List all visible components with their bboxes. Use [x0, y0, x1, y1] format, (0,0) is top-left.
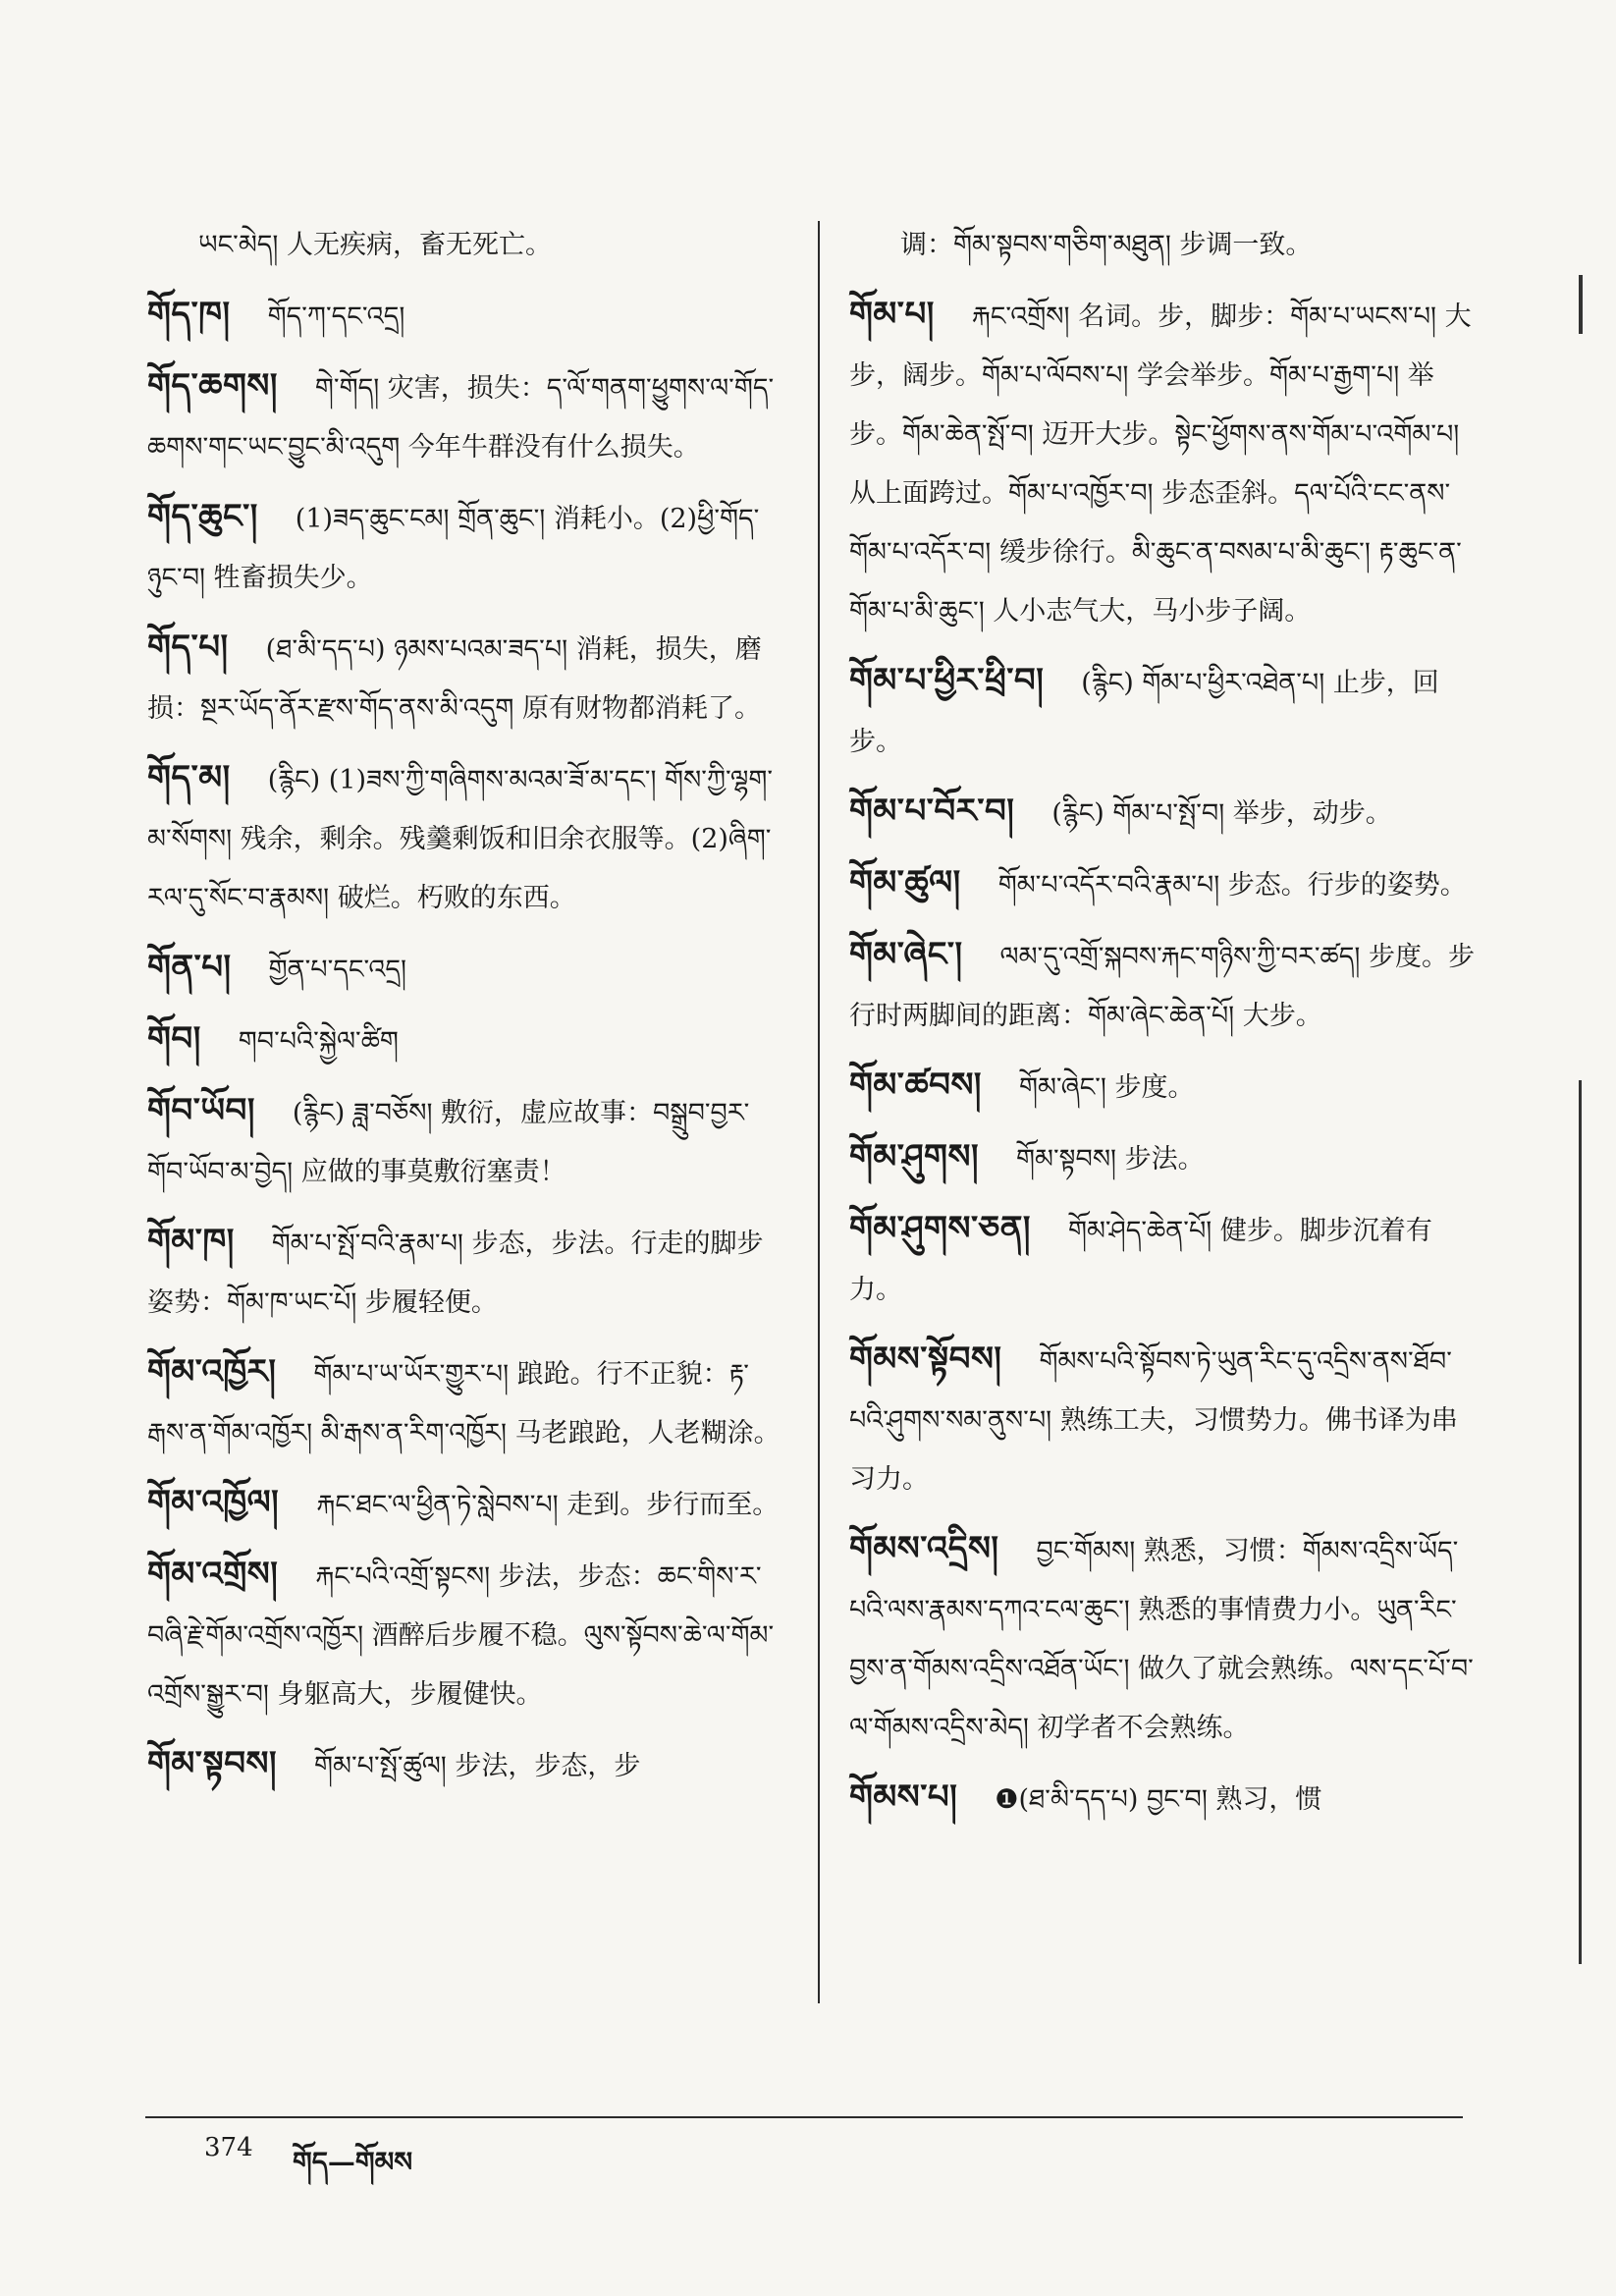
dictionary-entry: [849, 925, 1478, 1046]
entry-headword: གོམས་སྟོབས།: [849, 1339, 1002, 1379]
entry-headword: གོམ་ཞེང་།: [849, 935, 963, 974]
entry-headword: གོམ་འགྲོས།: [147, 1555, 279, 1594]
entry-headword: གོད་ཁ།: [147, 295, 231, 334]
entry-definition: གོམ་པ་ཡ་ཡོར་གྱུར་པ། 踉跄。行不正貌：རྟ་རྒས་ན་གོམ་འཁྱོར། མི་རྒས་ན་རིག་འཁྱོར། 马老踉跄，人老糊涂。: [147, 1359, 781, 1449]
right-column: [849, 216, 1478, 1839]
dictionary-entry: [849, 1330, 1478, 1509]
continuation-text: ཡང་མེད། 人无疾病，畜无死亡。: [198, 230, 552, 260]
entry-headword: གོམ་ཚབས།: [849, 1066, 982, 1105]
dictionary-entry: [147, 1081, 781, 1202]
continuation-text: 调：གོམ་སྟབས་གཅིག་མཐུན། 步调一致。: [900, 230, 1313, 260]
footer-rule: [145, 2116, 1463, 2118]
entry-continuation: [147, 216, 781, 275]
entry-headword: གོམ་ཤུགས་ཅན།: [849, 1209, 1031, 1248]
dictionary-entry: [147, 1342, 781, 1463]
dictionary-entry: [849, 1768, 1478, 1830]
dictionary-entry: [849, 1519, 1478, 1758]
entry-definition: (རྙིང) (1)ཟས་ཀྱི་གཞིགས་མའམ་ཟོ་མ་དང་། གོས་ཀྱི་ལྷག་མ་སོགས། 残余，剩余。残羹剩饭和旧余衣服等。(2)ཞིག་རལ་དུ་སོང་བ་རྣམས། 破烂。朽败的东西。: [147, 765, 774, 913]
entry-definition: ལམ་དུ་འགྲོ་སྐབས་རྐང་གཉིས་ཀྱི་བར་ཚད། 步度。步行时两脚间的距离：གོམ་ཞེང་ཆེན་པོ། 大步。: [849, 942, 1475, 1031]
dictionary-entry: [147, 1545, 781, 1724]
dictionary-entry: [147, 1473, 781, 1535]
entry-definition: རྐང་ཐང་ལ་ཕྱིན་ཏེ་སླེབས་པ། 走到。步行而至。: [316, 1490, 780, 1520]
entry-headword: གོད་ཆུང་།: [147, 497, 258, 536]
dictionary-entry: [849, 285, 1478, 641]
entry-headword: གོད་ཆགས།: [147, 366, 278, 406]
dictionary-entry: [849, 1127, 1478, 1189]
dictionary-entry: [849, 1199, 1478, 1320]
entry-headword: གོམས་པ།: [849, 1777, 958, 1817]
entry-definition: གྱོན་པ་དང་འདྲ།: [268, 955, 406, 985]
dictionary-entry: [147, 285, 781, 347]
entry-definition: རྐང་འགྲོས། 名词。步，脚步：གོམ་པ་ཡངས་པ། 大步，阔步。གོམ་པ་ལོབས་པ། 学会举步。གོམ་པ་རྒྱག་པ། 举步。གོམ་ཆེན་སྤོ་བ། 迈开大步。སྟེང་ཕྱོགས་ནས་གོམ་པ་འགོམ་པ། 从上面跨过。གོམ་པ་འཁྱོར་བ། 步态歪斜。དལ་པོའི་ངང་ནས་གོམ་པ་འདོར་བ། 缓步徐行。མི་ཆུང་ན་བསམ་པ་མི་ཆུང་། རྟ་ཆུང་ན་གོམ་པ་མི་ཆུང་། 人小志气大，马小步子阔。: [849, 301, 1472, 627]
entry-headword: གོམ་ཤུགས།: [849, 1137, 979, 1176]
dictionary-entry: [147, 618, 781, 738]
entry-headword: གོམ་ཁ།: [147, 1222, 235, 1261]
column-divider: [818, 221, 820, 2003]
entry-definition: གོམ་ཞེང་། 步度。: [1018, 1072, 1195, 1103]
dictionary-entry: [147, 748, 781, 928]
dictionary-entry: [849, 782, 1478, 844]
dictionary-entry: [147, 487, 781, 608]
entry-headword: གོམ་འཁྱོལ།: [147, 1483, 280, 1522]
entry-headword: གོམ་སྟབས།: [147, 1744, 277, 1783]
entry-headword: གོམ་འཁྱོར།: [147, 1352, 277, 1392]
dictionary-entry: [849, 853, 1478, 915]
dictionary-entry: [147, 938, 781, 1000]
entry-definition: གབ་པའི་སྐྱེལ་ཚིག: [238, 1026, 399, 1057]
entry-definition: གོམ་ཤེད་ཆེན་པོ། 健步。脚步沉着有力。: [849, 1216, 1432, 1305]
dictionary-entry: [147, 356, 781, 477]
entry-headword: གོབ་ཡོབ།: [147, 1091, 255, 1130]
dictionary-entry: [147, 1734, 781, 1796]
entry-definition: (རྙིང) ཟླ་བཅོས། 敷衍，虚应故事：བསྒྲུབ་བྱར་གོབ་ཡོབ་མ་བྱེད། 应做的事莫敷衍塞责！: [147, 1098, 750, 1187]
dictionary-entry: [147, 1212, 781, 1333]
entry-definition: ❶(ཐ་མི་དད་པ) བྱང་བ། 熟习，惯: [995, 1784, 1322, 1815]
running-head: གོད—གོམས: [293, 2146, 413, 2178]
entry-definition: རྐང་པའི་འགྲོ་སྟངས། 步法，步态：ཆང་གིས་ར་བཞི་རྗེ་གོམ་འགྲོས་འཁྱོར། 酒醉后步履不稳。ལུས་སྟོབས་ཆེ་ལ་གོམ་འགྲོས་སྒྱུར་བ། 身躯高大，步履健快。: [147, 1561, 775, 1710]
entry-headword: གོམ་པ་བོར་བ།: [849, 792, 1015, 831]
entry-headword: གོམ་པ་ཕྱིར་ཕྲི་བ།: [849, 661, 1045, 700]
entry-definition: (1)ཟད་ཆུང་ངམ། གྲོན་ཆུང་། 消耗小。(2)ཕྱི་གོད་ཉུང་བ། 牲畜损失少。: [147, 504, 760, 593]
entry-continuation: [849, 216, 1478, 275]
scan-margin-mark: [1579, 275, 1583, 334]
entry-definition: གོམས་པའི་སྟོབས་ཏེ་ཡུན་རིང་དུ་འདྲིས་ནས་ཐོབ་པའི་ཤུགས་སམ་ནུས་པ། 熟练工夫，习惯势力。佛书译为串习力。: [849, 1346, 1458, 1495]
dictionary-entry: [849, 651, 1478, 772]
entry-definition: གོམ་པ་སྤོ་ཚུལ། 步法，步态，步: [314, 1751, 641, 1781]
scan-margin-mark: [1579, 1080, 1582, 1964]
dictionary-entry: [849, 1056, 1478, 1118]
entry-definition: གོད་ཀ་དང་འདྲ།: [267, 301, 405, 332]
entry-definition: གོམ་སྟབས། 步法。: [1016, 1144, 1205, 1175]
entry-headword: གོབ།: [147, 1019, 201, 1059]
entry-headword: གོད་མ།: [147, 758, 231, 797]
entry-definition: གོམ་པ་སྤོ་བའི་རྣམ་པ། 步态，步法。行走的脚步姿势：གོམ་ཁ་ཡང་པོ། 步履轻便。: [147, 1229, 764, 1318]
entry-definition: གེ་གོད། 灾害，损失：ད་ལོ་གནག་ཕྱུགས་ལ་གོད་ཆགས་གང་ཡང་བྱུང་མི་འདུག 今年牛群没有什么损失。: [147, 373, 775, 463]
entry-headword: གོན་པ།: [147, 948, 232, 987]
entry-definition: གོམ་པ་འདོར་བའི་རྣམ་པ། 步态。行步的姿势。: [997, 870, 1467, 901]
page-number: 374: [204, 2133, 253, 2162]
left-column: [147, 216, 781, 1806]
entry-headword: གོམ་པ།: [849, 295, 935, 334]
entry-definition: བྱང་གོམས། 熟悉，习惯：གོམས་འདྲིས་ཡོད་པའི་ལས་རྣམས་དཀའ་ངལ་ཆུང་། 熟悉的事情费力小。ཡུན་རིང་བྱས་ན་གོམས་འདྲིས་འཐོན་ཡོང་། 做久了就会熟练。ལས་དང་པོ་བ་ལ་གོམས་འདྲིས་མེད། 初学者不会熟练。: [849, 1536, 1474, 1743]
entry-definition: (རྙིང) གོམ་པ་ཕྱིར་འཐེན་པ། 止步，回步。: [849, 668, 1439, 757]
entry-definition: (རྙིང) གོམ་པ་སྤོ་བ། 举步，动步。: [1051, 798, 1392, 829]
entry-headword: གོམས་འདྲིས།: [849, 1529, 999, 1568]
dictionary-entry: [147, 1010, 781, 1071]
entry-headword: གོད་པ།: [147, 628, 229, 667]
entry-headword: གོམ་ཚུལ།: [849, 863, 961, 902]
entry-definition: (ཐ་མི་དད་པ) ཉམས་པའམ་ཟད་པ། 消耗，损失，磨损：སྔར་ཡོད་ནོར་རྫས་གོད་ནས་མི་འདུག 原有财物都消耗了。: [147, 634, 762, 724]
